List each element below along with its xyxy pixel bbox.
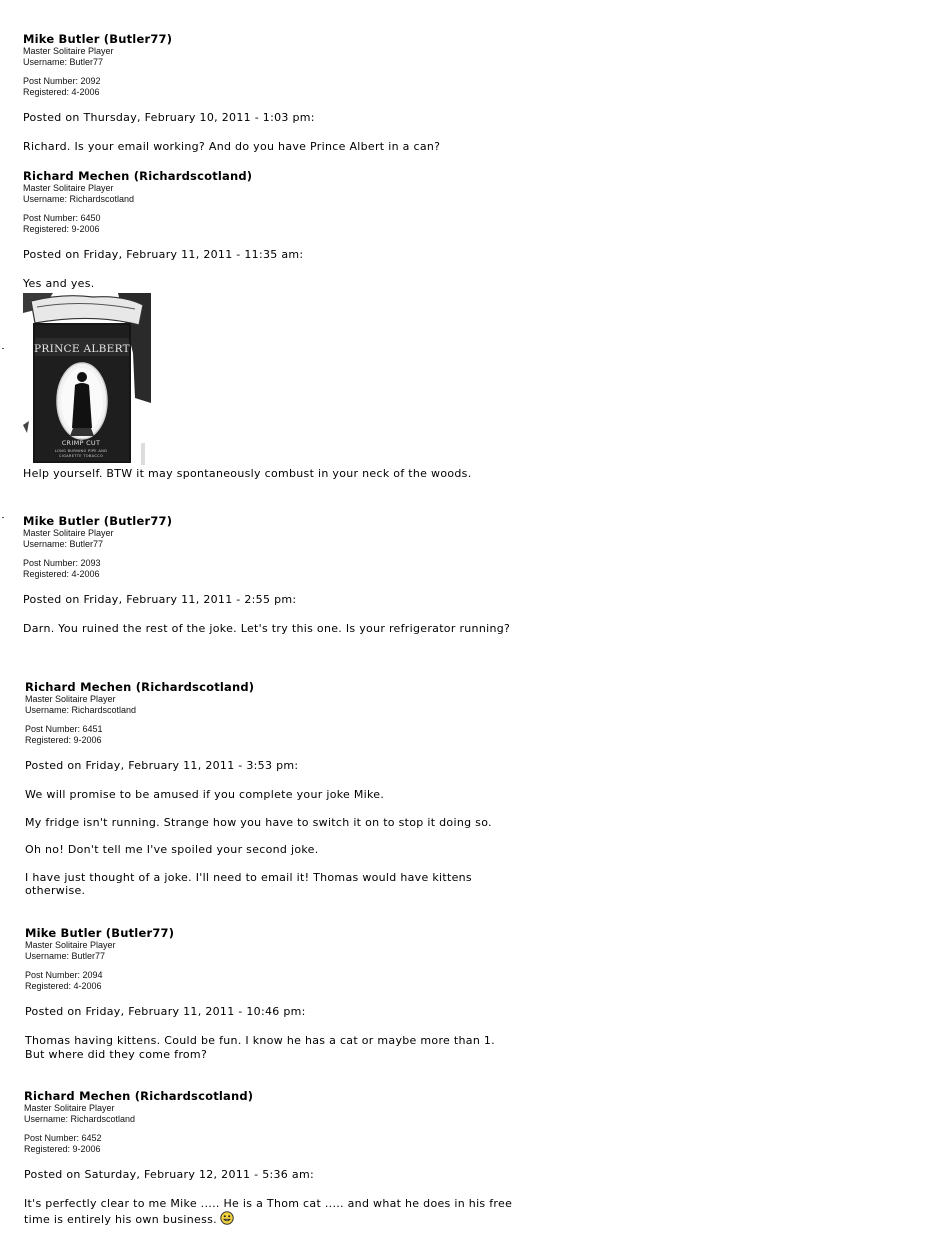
post-registered: Registered: 4-2006 [23, 568, 100, 579]
post-number: Post Number: 2093 [23, 558, 101, 568]
post-author-rank: Master Solitaire Player [23, 528, 114, 538]
prince-albert-tin-image [23, 293, 151, 465]
post-paragraph: We will promise to be amused if you complete your joke Mike. [25, 788, 385, 801]
post-registered: Registered: 4-2006 [25, 980, 102, 991]
post-timestamp: Posted on Friday, February 11, 2011 - 2:55 pm: [23, 593, 297, 606]
forum-post [23, 33, 563, 154]
tin-label-bottom: CRIMP CUT [61, 438, 101, 447]
post-author: Mike Butler (Butler77) [23, 514, 173, 528]
post-author-rank: Master Solitaire Player [23, 46, 114, 56]
forum-post [25, 927, 565, 1061]
post-paragraph: Help yourself. BTW it may spontaneously combust in your neck of the woods. [23, 466, 472, 480]
post-author: Richard Mechen (Richardscotland) [25, 680, 255, 694]
post-number: Post Number: 2092 [23, 76, 101, 86]
tin-label-top: PRINCE ALBERT [34, 342, 130, 355]
post-timestamp: Posted on Saturday, February 12, 2011 - 5:36 am: [24, 1168, 314, 1181]
post-author-username: Username: Butler77 [23, 56, 104, 67]
post-author: Richard Mechen (Richardscotland) [24, 1089, 254, 1103]
post-number: Post Number: 6451 [25, 724, 103, 734]
post-author-rank: Master Solitaire Player [24, 1103, 115, 1113]
post-body [23, 277, 563, 480]
post-number: Post Number: 6450 [23, 213, 101, 223]
tin-label-small-1: LONG BURNING PIPE AND [54, 448, 108, 453]
post-paragraph: Yes and yes. [23, 277, 95, 290]
post-author-username: Username: Richardscotland [24, 1113, 136, 1124]
post-paragraph: Oh no! Don't tell me I've spoiled your second joke. [25, 843, 319, 856]
post-timestamp: Posted on Friday, February 11, 2011 - 10:46 pm: [25, 1005, 306, 1018]
post-author-username: Username: Butler77 [25, 950, 106, 961]
post-timestamp: Posted on Friday, February 11, 2011 - 3:53 pm: [25, 759, 299, 772]
post-registered: Registered: 9-2006 [25, 734, 102, 745]
post-paragraph: My fridge isn't running. Strange how you have to switch it on to stop it doing so. [25, 815, 492, 829]
post-paragraph: Thomas having kittens. Could be fun. I know he has a cat or maybe more than 1. But where did they come from? [25, 1034, 495, 1061]
forum-post [24, 1090, 564, 1226]
post-paragraph: Richard. Is your email working? And do you have Prince Albert in a can? [23, 140, 441, 153]
post-body [24, 1197, 524, 1226]
post-author-rank: Master Solitaire Player [23, 183, 114, 193]
forum-post [23, 515, 563, 636]
post-author-username: Username: Richardscotland [25, 704, 137, 715]
post-body [23, 622, 563, 636]
smiley-face-icon [220, 1211, 234, 1225]
post-author: Mike Butler (Butler77) [23, 32, 173, 46]
post-timestamp: Posted on Thursday, February 10, 2011 - 1:03 pm: [23, 111, 315, 124]
scan-artifact [2, 348, 4, 349]
forum-post [25, 681, 565, 898]
post-paragraph [24, 1197, 524, 1226]
post-body [25, 788, 495, 898]
post-body [25, 1034, 500, 1061]
post-author-rank: Master Solitaire Player [25, 694, 116, 704]
post-author-username: Username: Butler77 [23, 538, 104, 549]
post-registered: Registered: 9-2006 [23, 223, 100, 234]
post-number: Post Number: 6452 [24, 1133, 102, 1143]
post-author-username: Username: Richardscotland [23, 193, 135, 204]
forum-post [23, 170, 563, 480]
scan-artifact [2, 517, 4, 518]
post-paragraph: Darn. You ruined the rest of the joke. Let's try this one. Is your refrigerator running? [23, 622, 511, 635]
post-timestamp: Posted on Friday, February 11, 2011 - 11:35 am: [23, 248, 304, 261]
post-author: Richard Mechen (Richardscotland) [23, 169, 253, 183]
post-author: Mike Butler (Butler77) [25, 926, 175, 940]
post-number: Post Number: 2094 [25, 970, 103, 980]
post-body [23, 140, 563, 154]
post-registered: Registered: 9-2006 [24, 1143, 101, 1154]
post-registered: Registered: 4-2006 [23, 86, 100, 97]
post-author-rank: Master Solitaire Player [25, 940, 116, 950]
tin-label-small-2: CIGARETTE TOBACCO [58, 453, 104, 458]
post-paragraph: I have just thought of a joke. I'll need to email it! Thomas would have kittens otherwise. [25, 870, 472, 897]
post-paragraph-text: It's perfectly clear to me Mike ..... He is a Thom cat ..... and what he does in his free time is entirely his own business. [24, 1197, 513, 1226]
